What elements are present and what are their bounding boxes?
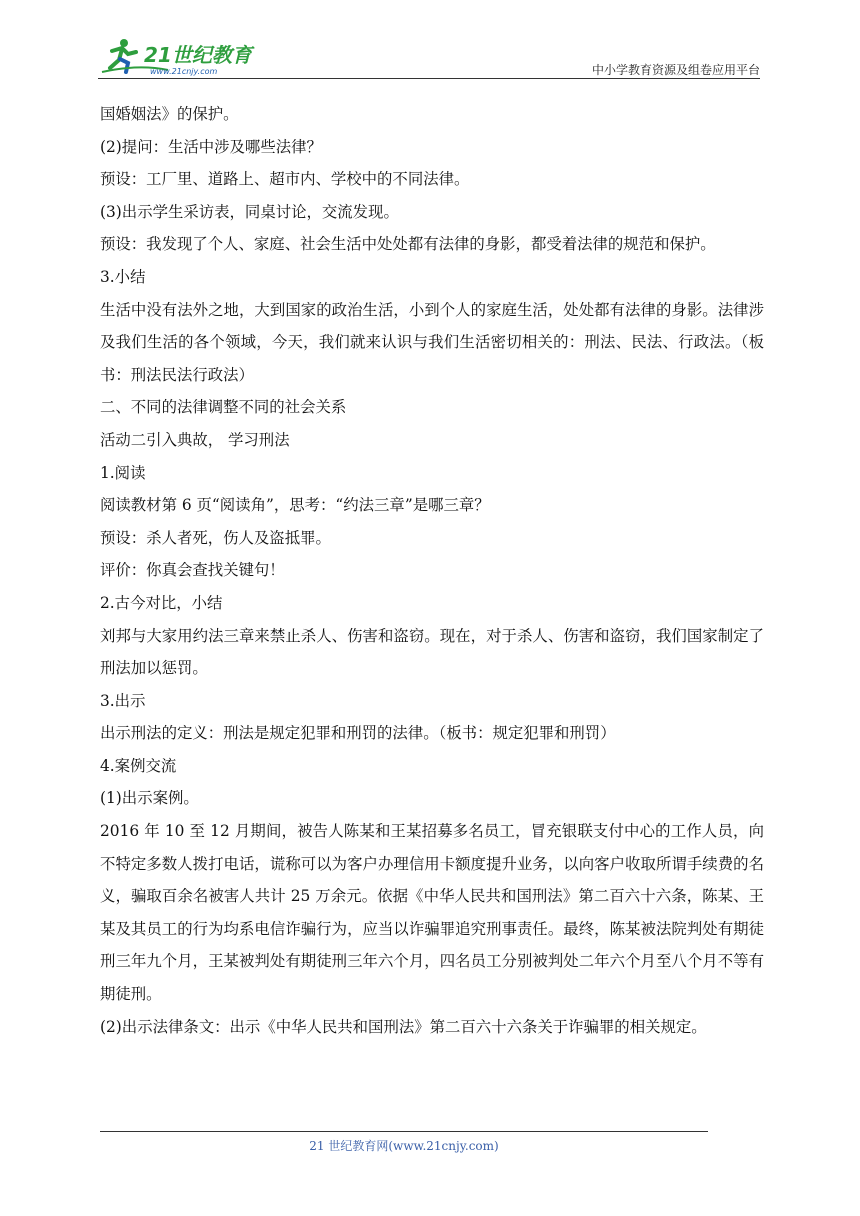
paragraph: 预设：杀人者死，伤人及盗抵罪。 xyxy=(100,528,331,547)
page-header xyxy=(98,34,760,78)
paragraph: 出示刑法的定义：刑法是规定犯罪和刑罚的法律。（板书：规定犯罪和刑罚） xyxy=(100,724,616,743)
paragraph: 生活中没有法外之地，大到国家的政治生活，小到个人的家庭生活，处处都有法律的身影。法律涉及我们生活的各个领域，今天，我们就来认识与我们生活密切相关的：刑法、民法、行政法。（板书：刑法民法行政法） xyxy=(100,300,764,384)
paragraph: 预设：工厂里、道路上、超市内、学校中的不同法律。 xyxy=(100,170,470,189)
platform-name: 中小学教育资源及组卷应用平台 xyxy=(591,63,760,77)
paragraph: 评价：你真会查找关键句！ xyxy=(100,561,285,580)
paragraph: (3)出示学生采访表，同桌讨论，交流发现。 xyxy=(100,202,399,221)
document-body xyxy=(100,98,764,1043)
paragraph: (1)出示案例。 xyxy=(100,789,199,808)
paragraph: 预设：我发现了个人、家庭、社会生活中处处都有法律的身影，都受着法律的规范和保护。 xyxy=(100,235,716,254)
logo-text: 21世纪教育 xyxy=(144,43,252,67)
paragraph: (2)提问：生活中涉及哪些法律？ xyxy=(100,137,322,156)
site-logo[interactable] xyxy=(98,34,268,78)
paragraph: 国婚姻法》的保护。 xyxy=(100,105,239,123)
header-divider xyxy=(98,78,760,79)
paragraph: (2)出示法律条文：出示《中华人民共和国刑法》第二百六十六条关于诈骗罪的相关规定。 xyxy=(100,1017,707,1036)
section-heading: 3.出示 xyxy=(100,691,146,710)
paragraph: 刘邦与大家用约法三章来禁止杀人、伤害和盗窃。现在，对于杀人、伤害和盗窃，我们国家制定了刑法加以惩罚。 xyxy=(100,626,764,678)
section-heading: 3.小结 xyxy=(100,267,146,286)
page-footer[interactable]: 21 世纪教育网(www.21cnjy.com) xyxy=(309,1139,499,1153)
paragraph: 阅读教材第 6 页“阅读角”，思考：“约法三章”是哪三章？ xyxy=(100,496,490,515)
running-figure-icon xyxy=(98,34,268,78)
section-heading: 活动二引入典故， 学习刑法 xyxy=(100,430,290,449)
footer-divider xyxy=(100,1131,708,1132)
section-heading: 4.案例交流 xyxy=(100,756,177,775)
logo-subtext: www.21cnjy.com xyxy=(150,67,218,76)
case-paragraph: 2016 年 10 至 12 月期间，被告人陈某和王某招募多名员工，冒充银联支付中心的工作人员，向不特定多数人拨打电话，谎称可以为客户办理信用卡额度提升业务，以向客户收取所谓手续费的名义，骗取百余名被害人共计 25 万余元。依据《中华人民共和国刑法》第二百六十六条，陈某、王某及其员工的行为均系电信诈骗行为，应当以诈骗罪追究刑事责任。最终，陈某被法院判处有期徒刑三年九个月，王某被判处有期徒刑三年六个月，四名员工分别被判处二年六个月至八个月不等有期徒刑。 xyxy=(100,822,764,1004)
section-heading: 二、不同的法律调整不同的社会关系 xyxy=(100,398,347,417)
section-heading: 1.阅读 xyxy=(100,463,146,482)
section-heading: 2.古今对比，小结 xyxy=(100,593,223,612)
